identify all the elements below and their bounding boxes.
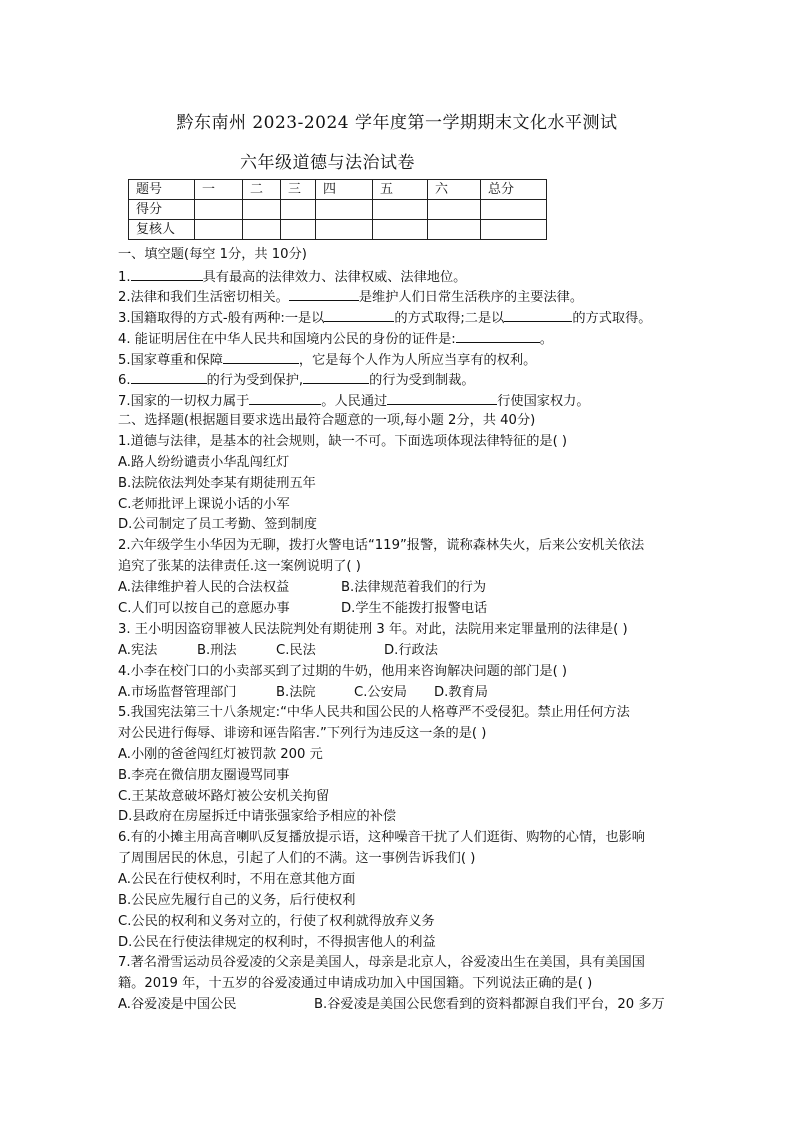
fill-question-6: 6. 的行为受到保护, 的行为受到制裁。 (118, 370, 475, 390)
choice-option[interactable]: A.谷爱凌是中国公民 (118, 997, 237, 1012)
choice-option[interactable]: B.李亮在微信朋友圈谩骂同事 (118, 768, 290, 783)
choice-option[interactable]: A.路人纷纷谴责小华乱闯红灯 (118, 455, 290, 470)
choice-option[interactable]: B.法院 (276, 685, 316, 700)
answer-blank[interactable] (504, 308, 572, 322)
choice-option[interactable]: D.县政府在房屋拆迁中请张强家给予相应的补偿 (118, 809, 397, 824)
choice-question-3-stem: 3. 王小明因盗窃罪被人民法院判处有期徒刑 3 年。对此，法院用来定罪量刑的法律是( ) (118, 622, 628, 637)
choice-option[interactable]: D.行政法 (384, 643, 438, 658)
fill-question-5: 5.国家尊重和保障 ，它是每个人作为人所应当享有的权利。 (118, 350, 536, 370)
score-row-label: 得分 (129, 200, 195, 220)
choice-option[interactable]: C.民法 (276, 643, 316, 658)
score-table-row (129, 200, 547, 220)
answer-blank[interactable] (289, 287, 359, 301)
choice-option[interactable]: D.公民在行使法律规定的权利时，不得损害他人的利益 (118, 935, 436, 950)
score-header-cell: 一 (195, 180, 243, 200)
choice-option[interactable]: B.谷爱凌是美国公民您看到的资料都源自我们平台，20 多万 (314, 997, 665, 1012)
answer-blank[interactable] (131, 370, 207, 384)
fill-question-2: 2.法律和我们生活密切相关。 是维护人们日常生活秩序的主要法律。 (118, 287, 583, 307)
exam-subtitle: 六年级道德与法治试卷 (240, 153, 415, 173)
score-header-cell: 三 (281, 180, 316, 200)
fill-question-4: 4. 能证明居住在中华人民共和国境内公民的身份的证件是: 。 (118, 329, 553, 349)
choice-question-5-stem: 5.我国宪法第三十八条规定:“中华人民共和国公民的人格尊严不受侵犯。禁止用任何方法 (118, 705, 630, 720)
choice-option[interactable]: D.学生不能拨打报警电话 (341, 601, 488, 616)
exam-title: 黔东南州 2023-2024 学年度第一学期期末文化水平测试 (176, 113, 618, 133)
answer-blank[interactable] (387, 391, 497, 405)
score-header-cell: 总分 (481, 180, 547, 200)
answer-blank[interactable] (324, 308, 394, 322)
choice-option[interactable]: C.公安局 (354, 685, 407, 700)
score-row-label: 复核人 (129, 220, 195, 240)
score-header-cell: 四 (316, 180, 373, 200)
choice-question-1-stem: 1.道德与法律，是基本的社会规则，缺一不可。下面选项体现法律特征的是( ) (118, 434, 568, 449)
choice-option[interactable]: C.老师批评上课说小话的小军 (118, 497, 290, 512)
section1-heading: 一、填空题(每空 1分，共 10分) (118, 247, 307, 262)
choice-option[interactable]: D.教育局 (434, 685, 488, 700)
score-header-cell: 题号 (129, 180, 195, 200)
score-table-row (129, 220, 547, 240)
choice-option[interactable]: B.法院依法判处李某有期徒刑五年 (118, 476, 316, 491)
choice-option[interactable]: C.公民的权利和义务对立的，行使了权利就得放弃义务 (118, 914, 435, 929)
choice-option[interactable]: B.公民应先履行自己的义务，后行使权利 (118, 893, 356, 908)
score-table-header-row (129, 180, 547, 200)
score-table (128, 179, 547, 240)
answer-blank[interactable] (131, 267, 203, 281)
choice-question-7-stem-cont: 籍。2019 年，十五岁的谷爱凌通过申请成功加入中国国籍。下列说法正确的是( ) (118, 976, 593, 991)
choice-option[interactable]: A.公民在行使权利时，不用在意其他方面 (118, 872, 356, 887)
score-header-cell: 五 (373, 180, 428, 200)
score-header-cell: 六 (428, 180, 481, 200)
score-header-cell: 二 (243, 180, 281, 200)
section2-heading: 二、选择题(根据题目要求选出最符合题意的一项,每小题 2分，共 40分) (118, 413, 536, 428)
choice-question-6-stem-cont: 了周围居民的休息，引起了人们的不满。这一事例告诉我们( ) (118, 851, 476, 866)
fill-question-3: 3.国籍取得的方式-般有两种:一是以 的方式取得;二是以 的方式取得。 (118, 308, 652, 328)
choice-option[interactable]: A.宪法 (118, 643, 158, 658)
choice-question-2-stem-cont: 追究了张某的法律责任.这一案例说明了( ) (118, 559, 361, 574)
choice-question-4-stem: 4.小李在校门口的小卖部买到了过期的牛奶，他用来咨询解决问题的部门是( ) (118, 664, 568, 679)
choice-option[interactable]: D.公司制定了员工考勤、签到制度 (118, 517, 317, 532)
answer-blank[interactable] (249, 391, 321, 405)
choice-option[interactable]: B.法律规范着我们的行为 (341, 580, 487, 595)
choice-question-7-stem: 7.著名滑雪运动员谷爱凌的父亲是美国人，母亲是北京人，谷爱凌出生在美国，具有美国国 (118, 955, 645, 970)
choice-option[interactable]: C.王某故意破坏路灯被公安机关拘留 (118, 789, 330, 804)
choice-question-6-stem: 6.有的小摊主用高音喇叭反复播放提示语，这种噪音干扰了人们逛街、购物的心情，也影响 (118, 830, 645, 845)
choice-option[interactable]: A.小刚的爸爸闯红灯被罚款 200 元 (118, 747, 323, 762)
choice-option[interactable]: B.刑法 (197, 643, 237, 658)
answer-blank[interactable] (456, 329, 540, 343)
answer-blank[interactable] (303, 370, 369, 384)
fill-question-1: 1. 具有最高的法律效力、法律权威、法律地位。 (118, 267, 466, 287)
fill-question-7: 7.国家的一切权力属于 。人民通过 行使国家权力。 (118, 391, 590, 411)
choice-question-2-stem: 2.六年级学生小华因为无聊，拨打火警电话“119”报警，谎称森林失火，后来公安机关依法 (118, 538, 645, 553)
answer-blank[interactable] (223, 350, 299, 364)
choice-option[interactable]: A.法律维护着人民的合法权益 (118, 580, 290, 595)
choice-option[interactable]: C.人们可以按自己的意愿办事 (118, 601, 290, 616)
choice-option[interactable]: A.市场监督管理部门 (118, 685, 237, 700)
choice-question-5-stem-cont: 对公民进行侮辱、诽谤和诬告陷害.”下列行为违反这一条的是( ) (118, 726, 487, 741)
